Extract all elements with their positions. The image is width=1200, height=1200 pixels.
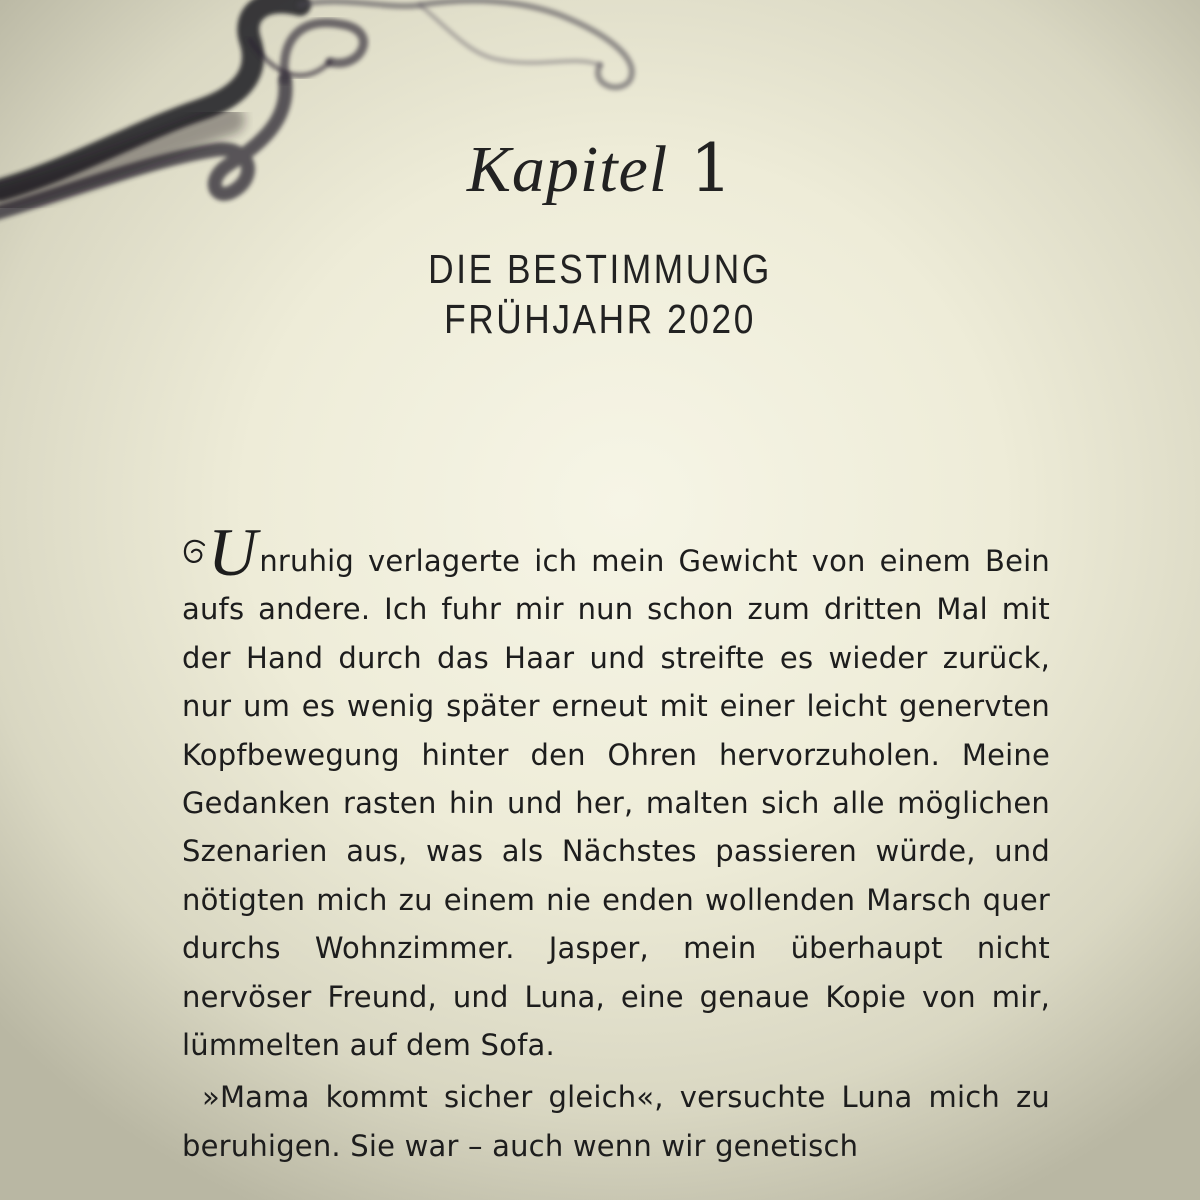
- chapter-heading: [0, 130, 1200, 208]
- paragraph-1: [182, 514, 1050, 1069]
- paragraph-2: »Mama kommt sicher gleich«, versuchte Luna mich zu beruhigen. Sie war – auch wenn wir genetisch: [182, 1080, 1050, 1163]
- dropcap-flourish-icon: [182, 535, 208, 575]
- chapter-title-line-2: FRÜHJAHR 2020: [444, 296, 756, 342]
- chapter-title: [84, 244, 1116, 344]
- drop-cap: U: [208, 514, 258, 590]
- chapter-body-text: [182, 514, 1050, 1170]
- chapter-title-line-1: DIE BESTIMMUNG: [428, 246, 772, 292]
- chapter-heading-word: Kapitel: [466, 133, 669, 206]
- paragraph-1-text: nruhig verlagerte ich mein Gewicht von einem Bein aufs andere. Ich fuhr mir nun schon zum dritten Mal mit der Hand durch das Haar und streifte es wieder zurück, nur um es wenig später erneut mit einer leicht genervten Kopfbewegung hinter den Ohren hervorzuholen. Meine Gedanken rasten hin und her, malten sich alle möglichen Szenarien aus, was als Nächstes passieren würde, und nötigten mich zu einem nie enden wollenden Marsch quer durchs Wohnzimmer. Jasper, mein überhaupt nicht nervöser Freund, und Luna, eine genaue Kopie von mir, lümmelten auf dem Sofa.: [182, 544, 1050, 1063]
- chapter-heading-number: 1: [690, 130, 734, 207]
